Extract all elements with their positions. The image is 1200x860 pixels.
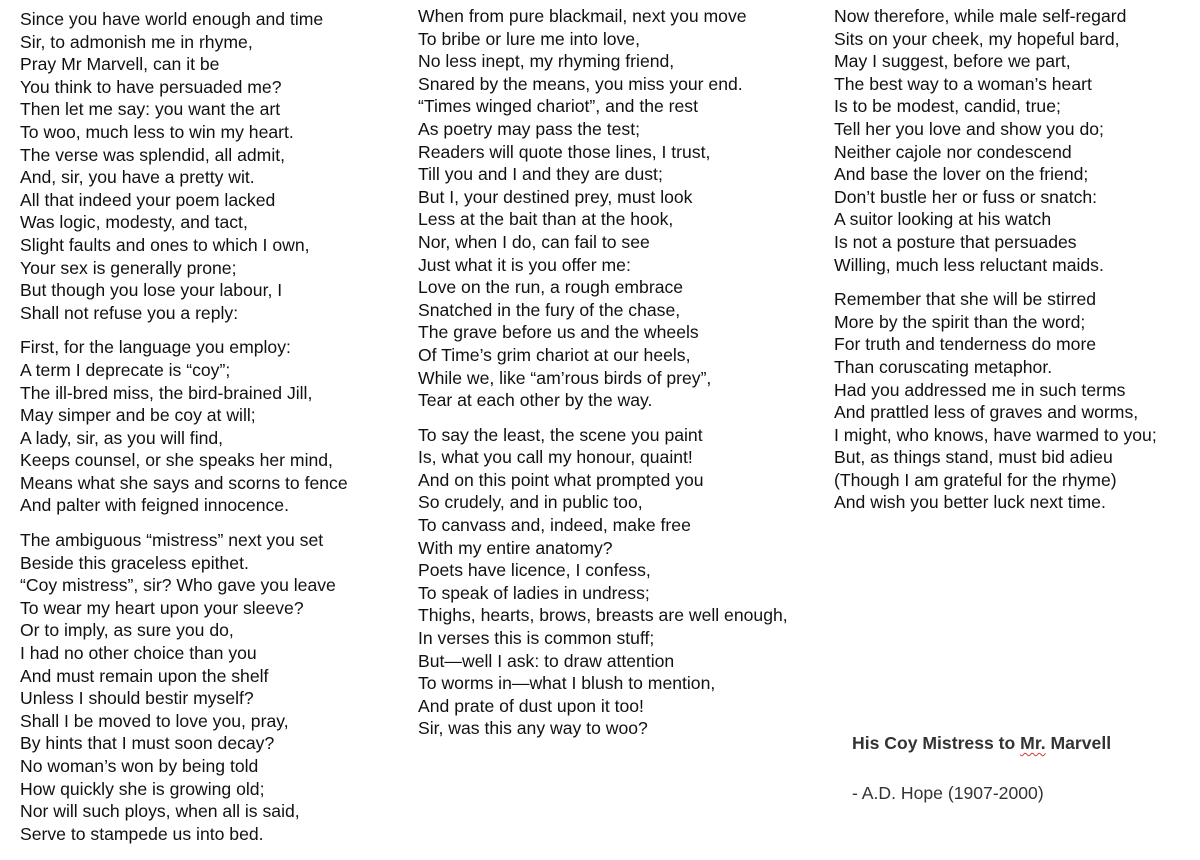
poem-line: Had you addressed me in such terms [834,379,1126,400]
poem-line: Was logic, modesty, and tact, [20,212,248,233]
poem-line: A term I deprecate is “coy”; [20,359,231,380]
poem-line: You think to have persuaded me? [20,76,282,97]
poem-line: And prate of dust upon it too! [418,695,644,716]
poem-title-start: His Coy Mistress to [852,733,1021,753]
poem-line: As poetry may pass the test; [418,118,640,139]
poem-line: And wish you better luck next time. [834,492,1106,513]
poem-line: All that indeed your poem lacked [20,189,276,210]
poem-line: Your sex is generally prone; [20,257,237,278]
poem-line: Less at the bait than at the hook, [418,209,674,230]
poem-line: A lady, sir, as you will find, [20,427,224,448]
poem-line: Sits on your cheek, my hopeful bard, [834,28,1120,49]
poem-line: May simper and be coy at will; [20,405,256,426]
poem-line: The grave before us and the wheels [418,322,699,343]
poem-line: Is to be modest, candid, true; [834,96,1061,117]
poem-line: Nor will such ploys, when all is said, [20,801,300,822]
poem-line: To canvass and, indeed, make free [418,515,691,536]
poem-line: Slight faults and ones to which I own, [20,234,310,255]
poem-line: Snared by the means, you miss your end. [418,73,743,94]
stanza [418,424,788,740]
poem-line: To woo, much less to win my heart. [20,121,294,142]
poem-line: And on this point what prompted you [418,469,704,490]
poem-line: No woman’s won by being told [20,756,259,776]
poem-line: In verses this is common stuff; [418,628,655,649]
poem-line: Poets have licence, I confess, [418,560,651,581]
stanza [834,5,1157,276]
stanza [834,288,1157,514]
poem-line: To worms in—what I blush to mention, [418,673,716,694]
poem-line: Then let me say: you want the art [20,99,281,120]
poem-line: Sir, was this any way to woo? [418,718,648,739]
poem-line: Nor, when I do, can fail to see [418,231,650,252]
poem-line: But, as things stand, must bid adieu [834,447,1113,468]
poem-line: And base the lover on the friend; [834,164,1089,185]
poem-line: Tell her you love and show you do; [834,118,1104,139]
poem-line: To bribe or lure me into love, [418,28,640,49]
poem-line: May I suggest, before we part, [834,51,1071,72]
poem-line: “Times winged chariot”, and the rest [418,96,698,117]
poem-attribution [852,733,1111,804]
poem-line: The ill-bred miss, the bird-brained Jill, [20,382,313,403]
poem-title-end: Marvell [1045,733,1112,753]
poem-line: For truth and tenderness do more [834,334,1097,355]
poem-line: Readers will quote those lines, I trust, [418,141,711,162]
poem-line: Of Time’s grim chariot at our heels, [418,344,691,365]
poem-line: But I, your destined prey, must look [418,186,693,207]
poem-line: (Though I am grateful for the rhyme) [834,469,1117,490]
poem-line: A suitor looking at his watch [834,209,1052,230]
poem-line: To wear my heart upon your sleeve? [20,597,304,618]
poem-title [852,733,1111,754]
poem-line: To speak of ladies in undress; [418,582,650,603]
poem-line: Thighs, hearts, brows, breasts are well enough, [418,605,788,626]
poem-line: By hints that I must soon decay? [20,733,275,754]
poem-line: And prattled less of graves and worms, [834,402,1139,423]
poem-line: To say the least, the scene you paint [418,424,703,445]
poem-column-3 [834,5,1157,526]
poem-line: “Coy mistress”, sir? Who gave you leave [20,575,336,596]
poem-line: Shall I be moved to love you, pray, [20,710,289,731]
poem-line: More by the spirit than the word; [834,311,1086,332]
poem-line: I might, who knows, have warmed to you; [834,424,1157,445]
poem-line: First, for the language you employ: [20,337,291,358]
poem-author: - A.D. Hope (1907-2000) [852,783,1044,803]
poem-line: Or to imply, as sure you do, [20,620,234,641]
poem-line: Than coruscating metaphor. [834,356,1053,377]
stanza [20,8,348,324]
poem-line: Snatched in the fury of the chase, [418,299,681,320]
poem-line: Neither cajole nor condescend [834,141,1072,162]
poem-line: The verse was splendid, all admit, [20,144,286,165]
poem-line: Remember that she will be stirred [834,289,1097,310]
poem-line: But though you lose your labour, I [20,280,283,301]
poem-line: Keeps counsel, or she speaks her mind, [20,450,333,471]
poem-column-2 [418,5,788,752]
poem-line: And must remain upon the shelf [20,665,269,686]
poem-line: And, sir, you have a pretty wit. [20,167,255,188]
poem-line: The ambiguous “mistress” next you set [20,530,324,551]
poem-line: Love on the run, a rough embrace [418,277,684,298]
poem-line: Don’t bustle her or fuss or snatch: [834,186,1098,207]
poem-column-1 [20,8,348,857]
stanza [418,5,788,412]
poem-line: Since you have world enough and time [20,9,324,29]
poem-line: Till you and I and they are dust; [418,164,663,185]
poem-line: Is not a posture that persuades [834,231,1077,252]
poem-line: When from pure blackmail, next you move [418,6,747,26]
poem-line: Is, what you call my honour, quaint! [418,447,693,468]
poem-line: Beside this graceless epithet. [20,552,249,573]
stanza [20,336,348,517]
spellcheck-flagged-word: Mr. [1020,733,1046,753]
poem-line: Just what it is you offer me: [418,254,631,275]
poem-line: How quickly she is growing old; [20,778,265,799]
poem-line: Serve to stampede us into bed. [20,823,264,844]
poem-line: No less inept, my rhyming friend, [418,51,675,72]
poem-line: The best way to a woman’s heart [834,73,1092,94]
stanza [20,529,348,845]
poem-line: Shall not refuse you a reply: [20,302,239,323]
poem-line: With my entire anatomy? [418,537,613,558]
poem-line: Means what she says and scorns to fence [20,472,348,493]
poem-line: Unless I should bestir myself? [20,688,254,709]
poem-line: But—well I ask: to draw attention [418,650,675,671]
poem-line: I had no other choice than you [20,643,257,664]
poem-line: Willing, much less reluctant maids. [834,254,1104,275]
poem-line: While we, like “am’rous birds of prey”, [418,367,712,388]
poem-line: And palter with feigned innocence. [20,495,289,516]
poem-line: So crudely, and in public too, [418,492,643,513]
poem-line: Now therefore, while male self-regard [834,6,1127,26]
poem-line: Tear at each other by the way. [418,390,653,411]
poem-line: Sir, to admonish me in rhyme, [20,31,253,52]
poem-line: Pray Mr Marvell, can it be [20,54,220,75]
